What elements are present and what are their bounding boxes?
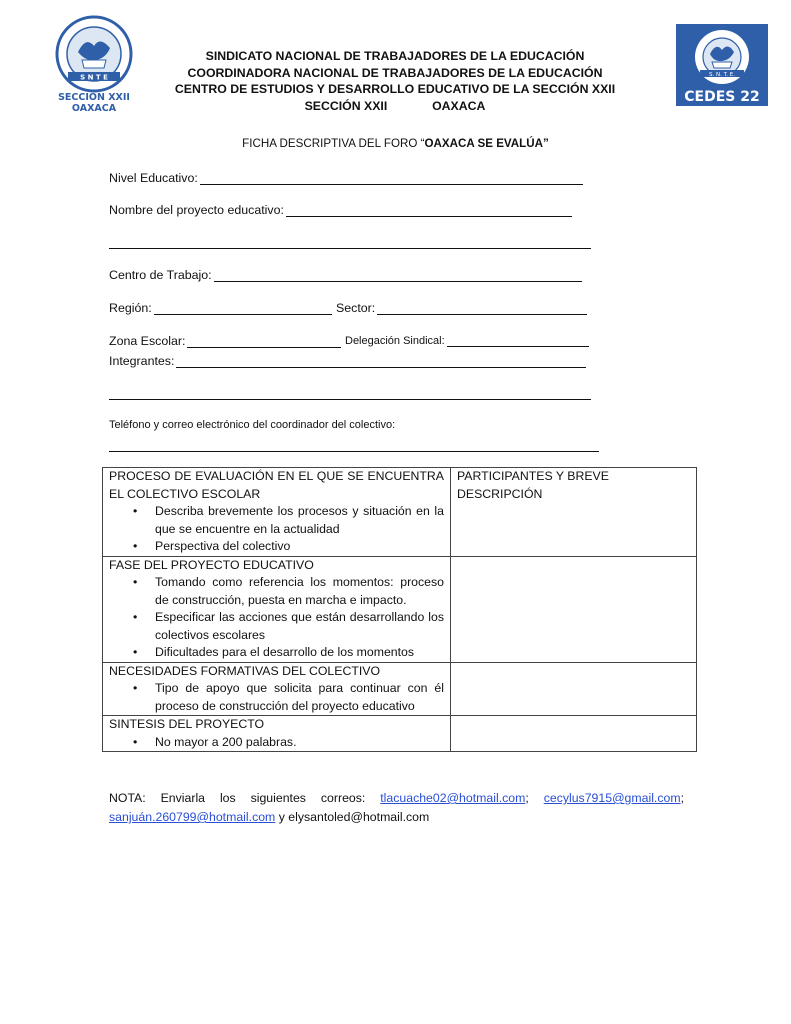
table-cell-right[interactable] (451, 716, 697, 752)
table-row (103, 716, 697, 752)
blank-line[interactable] (154, 303, 332, 315)
label-region: Región: (109, 301, 152, 315)
header-line-4 (150, 98, 640, 115)
row-title: NECESIDADES FORMATIVAS DEL COLECTIVO (109, 663, 381, 678)
field-region[interactable] (109, 301, 332, 315)
list-item: • Describa brevemente los procesos y situación en la que se encuentre en la actualidad (155, 503, 444, 538)
blank-line[interactable] (176, 356, 586, 368)
table-cell-right[interactable] (451, 662, 697, 716)
row-title: PROCESO DE EVALUACIÓN EN EL QUE SE ENCUENTRA EL COLECTIVO ESCOLAR (109, 469, 444, 501)
blank-line[interactable] (447, 335, 589, 347)
label-integrantes: Integrantes: (109, 354, 175, 368)
row-title: FASE DEL PROYECTO EDUCATIVO (109, 557, 314, 572)
logo-right-band: S. N. T. E. (708, 72, 736, 78)
field-nombre-proyecto[interactable] (109, 203, 572, 217)
blank-line[interactable] (109, 399, 591, 400)
logo-left-band: S N T E (80, 73, 108, 82)
form-subtitle (0, 137, 791, 150)
label-centro-trabajo: Centro de Trabajo: (109, 268, 212, 282)
logo-left-caption2: OAXACA (71, 103, 117, 114)
header-line-1: SINDICATO NACIONAL DE TRABAJADORES DE LA EDUCACIÓN (205, 49, 585, 63)
table-cell-right[interactable] (451, 556, 697, 662)
email-link-3[interactable]: sanjuán.260799@hotmail.com (109, 810, 276, 824)
list-item: • Tomando como referencia los momentos: proceso de construcción, puesta en marcha e impacto. (155, 574, 444, 609)
right-column-header: PARTICIPANTES Y BREVE DESCRIPCIÓN (457, 469, 609, 501)
subtitle-prefix: FICHA DESCRIPTIVA DEL FORO “ (242, 137, 425, 150)
nota-sep-2: ; (680, 791, 684, 805)
bullet-list (109, 574, 444, 662)
label-nivel-educativo: Nivel Educativo: (109, 171, 198, 185)
list-item: • Especificar las acciones que están desarrollando los colectivos escolares (155, 609, 444, 644)
header-line-3: CENTRO DE ESTUDIOS Y DESARROLLO EDUCATIVO DE LA SECCIÓN XXII (174, 82, 616, 96)
nota-last-email: y elysantoled@hotmail.com (275, 810, 430, 824)
table-row (103, 468, 697, 557)
table-row (103, 556, 697, 662)
header-seccion: SECCIÓN XXII (304, 98, 388, 113)
field-delegacion-sindical[interactable] (345, 335, 589, 347)
label-telefono-correo: Teléfono y correo electrónico del coordinador del colectivo: (109, 419, 396, 431)
list-item: • Perspectiva del colectivo (155, 538, 444, 556)
label-zona-escolar: Zona Escolar: (109, 334, 186, 348)
header-oaxaca: OAXACA (432, 98, 486, 113)
bullet-list (109, 734, 444, 752)
nota-label: NOTA: Enviarla los siguientes correos: (109, 791, 366, 805)
email-link-2[interactable]: cecylus7915@gmail.com (543, 791, 681, 805)
row-title: SINTESIS DEL PROYECTO (109, 717, 265, 731)
field-telefono-correo[interactable] (109, 419, 395, 431)
field-centro-trabajo[interactable] (109, 268, 582, 282)
bullet-list (109, 503, 444, 556)
field-zona-escolar[interactable] (109, 334, 341, 348)
project-table (102, 467, 697, 752)
bullet-list (109, 680, 444, 715)
cedes-22-logo (676, 24, 768, 106)
list-item: • No mayor a 200 palabras. (155, 734, 444, 752)
table-cell-left (103, 716, 451, 752)
document-header (150, 48, 640, 114)
blank-line[interactable] (200, 173, 583, 185)
field-nivel-educativo[interactable] (109, 171, 583, 185)
list-item: • Tipo de apoyo que solicita para continuar con él proceso de construcción del proyecto educativo (155, 680, 444, 715)
table-cell-left (103, 556, 451, 662)
snte-seccion-xxii-logo (48, 14, 140, 116)
blank-line[interactable] (109, 248, 591, 249)
nota-paragraph (109, 789, 684, 827)
table-cell-right[interactable] (451, 468, 697, 557)
table-cell-left (103, 468, 451, 557)
blank-line[interactable] (187, 336, 341, 348)
label-delegacion-sindical: Delegación Sindical: (345, 335, 445, 347)
nota-sep-1: ; (525, 791, 529, 805)
blank-line[interactable] (286, 205, 572, 217)
header-line-2: COORDINADORA NACIONAL DE TRABAJADORES DE LA EDUCACIÓN (187, 65, 603, 80)
blank-line[interactable] (214, 270, 582, 282)
table-cell-left (103, 662, 451, 716)
list-item: • Dificultades para el desarrollo de los momentos (155, 644, 444, 662)
subtitle-forum-name: OAXACA SE EVALÚA” (424, 137, 549, 150)
email-link-1[interactable]: tlacuache02@hotmail.com (380, 791, 526, 805)
field-sector[interactable] (336, 301, 587, 315)
table-row (103, 662, 697, 716)
label-nombre-proyecto: Nombre del proyecto educativo: (109, 203, 284, 217)
logo-left-caption1: SECCION XXII (58, 92, 130, 103)
blank-line[interactable] (377, 303, 587, 315)
blank-line[interactable] (109, 451, 599, 452)
logo-right-caption: CEDES 22 (684, 89, 760, 105)
label-sector: Sector: (336, 301, 376, 315)
field-integrantes[interactable] (109, 354, 586, 368)
